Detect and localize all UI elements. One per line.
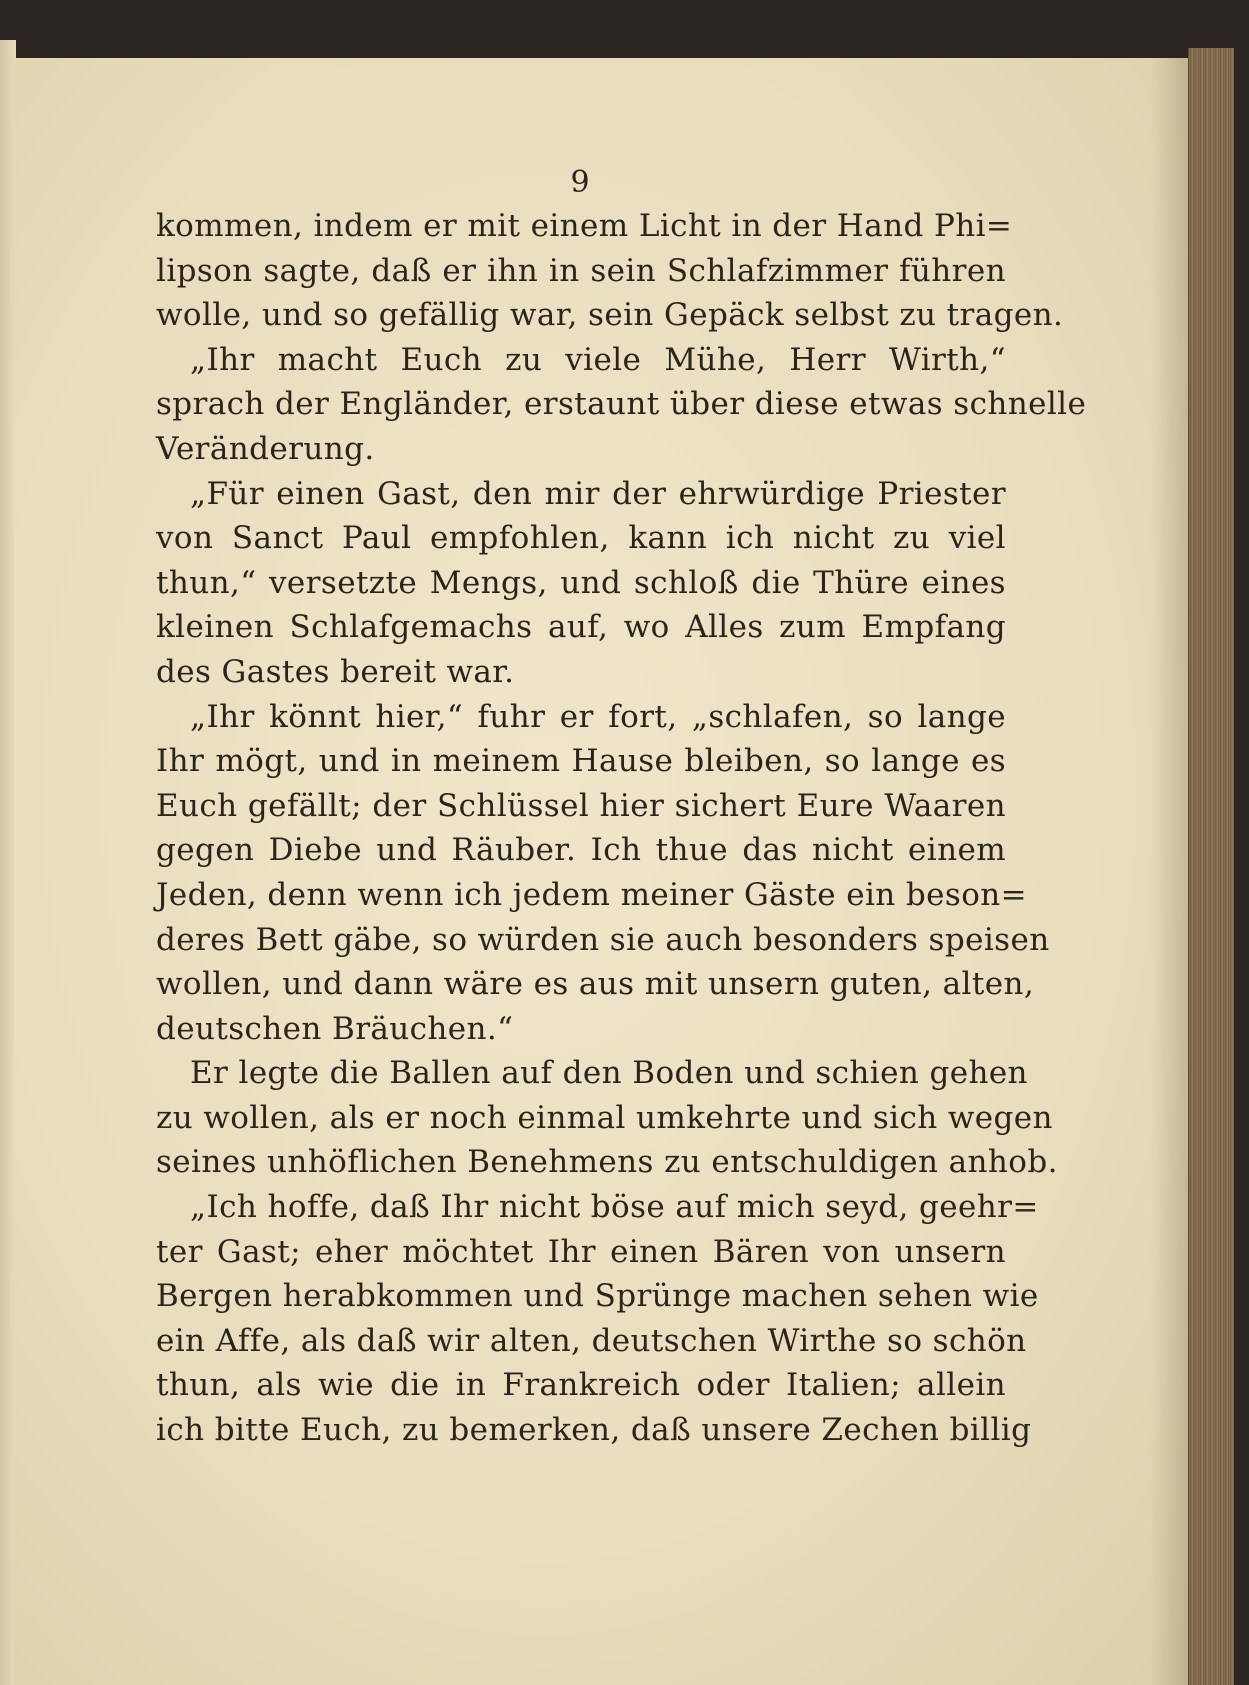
text-line: ter Gast; eher möchtet Ihr einen Bären von unsern xyxy=(156,1233,1006,1270)
text-line: zu wollen, als er noch einmal umkehrte und sich wegen xyxy=(156,1099,1053,1136)
text-line: Veränderung. xyxy=(156,430,375,467)
text-line: thun,“ versetzte Mengs, und schloß die Thüre eines xyxy=(156,564,1006,601)
text-line: „Ihr macht Euch zu viele Mühe, Herr Wirth,“ xyxy=(190,341,1006,378)
text-line: lipson sagte, daß er ihn in sein Schlafzimmer führen xyxy=(156,252,1006,289)
text-line: ein Affe, als daß wir alten, deutschen Wirthe so schön xyxy=(156,1322,1027,1359)
text-line: kleinen Schlafgemachs auf, wo Alles zum Empfang xyxy=(156,609,1006,646)
body-text xyxy=(156,204,1087,1453)
text-line: thun, als wie die in Frankreich oder Italien; allein xyxy=(156,1367,1006,1404)
text-line: Jeden, denn wenn ich jedem meiner Gäste ein beson= xyxy=(156,876,1028,913)
text-line: Er legte die Ballen auf den Boden und schien gehen xyxy=(190,1055,1028,1092)
text-line: „Für einen Gast, den mir der ehrwürdige Priester xyxy=(190,475,1006,512)
text-line: des Gastes bereit war. xyxy=(156,653,515,690)
text-line: deutschen Bräuchen.“ xyxy=(156,1010,514,1047)
gutter-shadow xyxy=(1150,58,1192,1685)
text-line: seines unhöflichen Benehmens zu entschuldigen anhob. xyxy=(156,1144,1058,1181)
text-line: Euch gefällt; der Schlüssel hier sichert Eure Waaren xyxy=(156,787,1006,824)
text-line: gegen Diebe und Räuber. Ich thue das nicht einem xyxy=(156,832,1006,869)
text-line: von Sanct Paul empfohlen, kann ich nicht zu viel xyxy=(156,520,1006,557)
text-line: deres Bett gäbe, so würden sie auch besonders speisen xyxy=(156,921,1050,958)
text-line: kommen, indem er mit einem Licht in der Hand Phi= xyxy=(156,208,1013,244)
text-line: Ihr mögt, und in meinem Hause bleiben, so lange es xyxy=(156,743,1006,780)
book-block-edge xyxy=(1188,48,1234,1685)
text-line: wollen, und dann wäre es aus mit unsern guten, alten, xyxy=(156,966,1035,1003)
text-line: ich bitte Euch, zu bemerken, daß unsere Zechen billig xyxy=(156,1412,1032,1449)
text-line: „Ihr könnt hier,“ fuhr er fort, „schlafen, so lange xyxy=(190,698,1006,735)
text-line: sprach der Engländer, erstaunt über diese etwas schnelle xyxy=(156,386,1087,423)
text-line: wolle, und so gefällig war, sein Gepäck selbst zu tragen. xyxy=(156,297,1064,334)
text-line: „Ich hoffe, daß Ihr nicht böse auf mich seyd, geehr= xyxy=(190,1189,1039,1226)
page-number: 9 xyxy=(570,165,590,200)
text-line: Bergen herabkommen und Sprünge machen sehen wie xyxy=(156,1278,1039,1315)
